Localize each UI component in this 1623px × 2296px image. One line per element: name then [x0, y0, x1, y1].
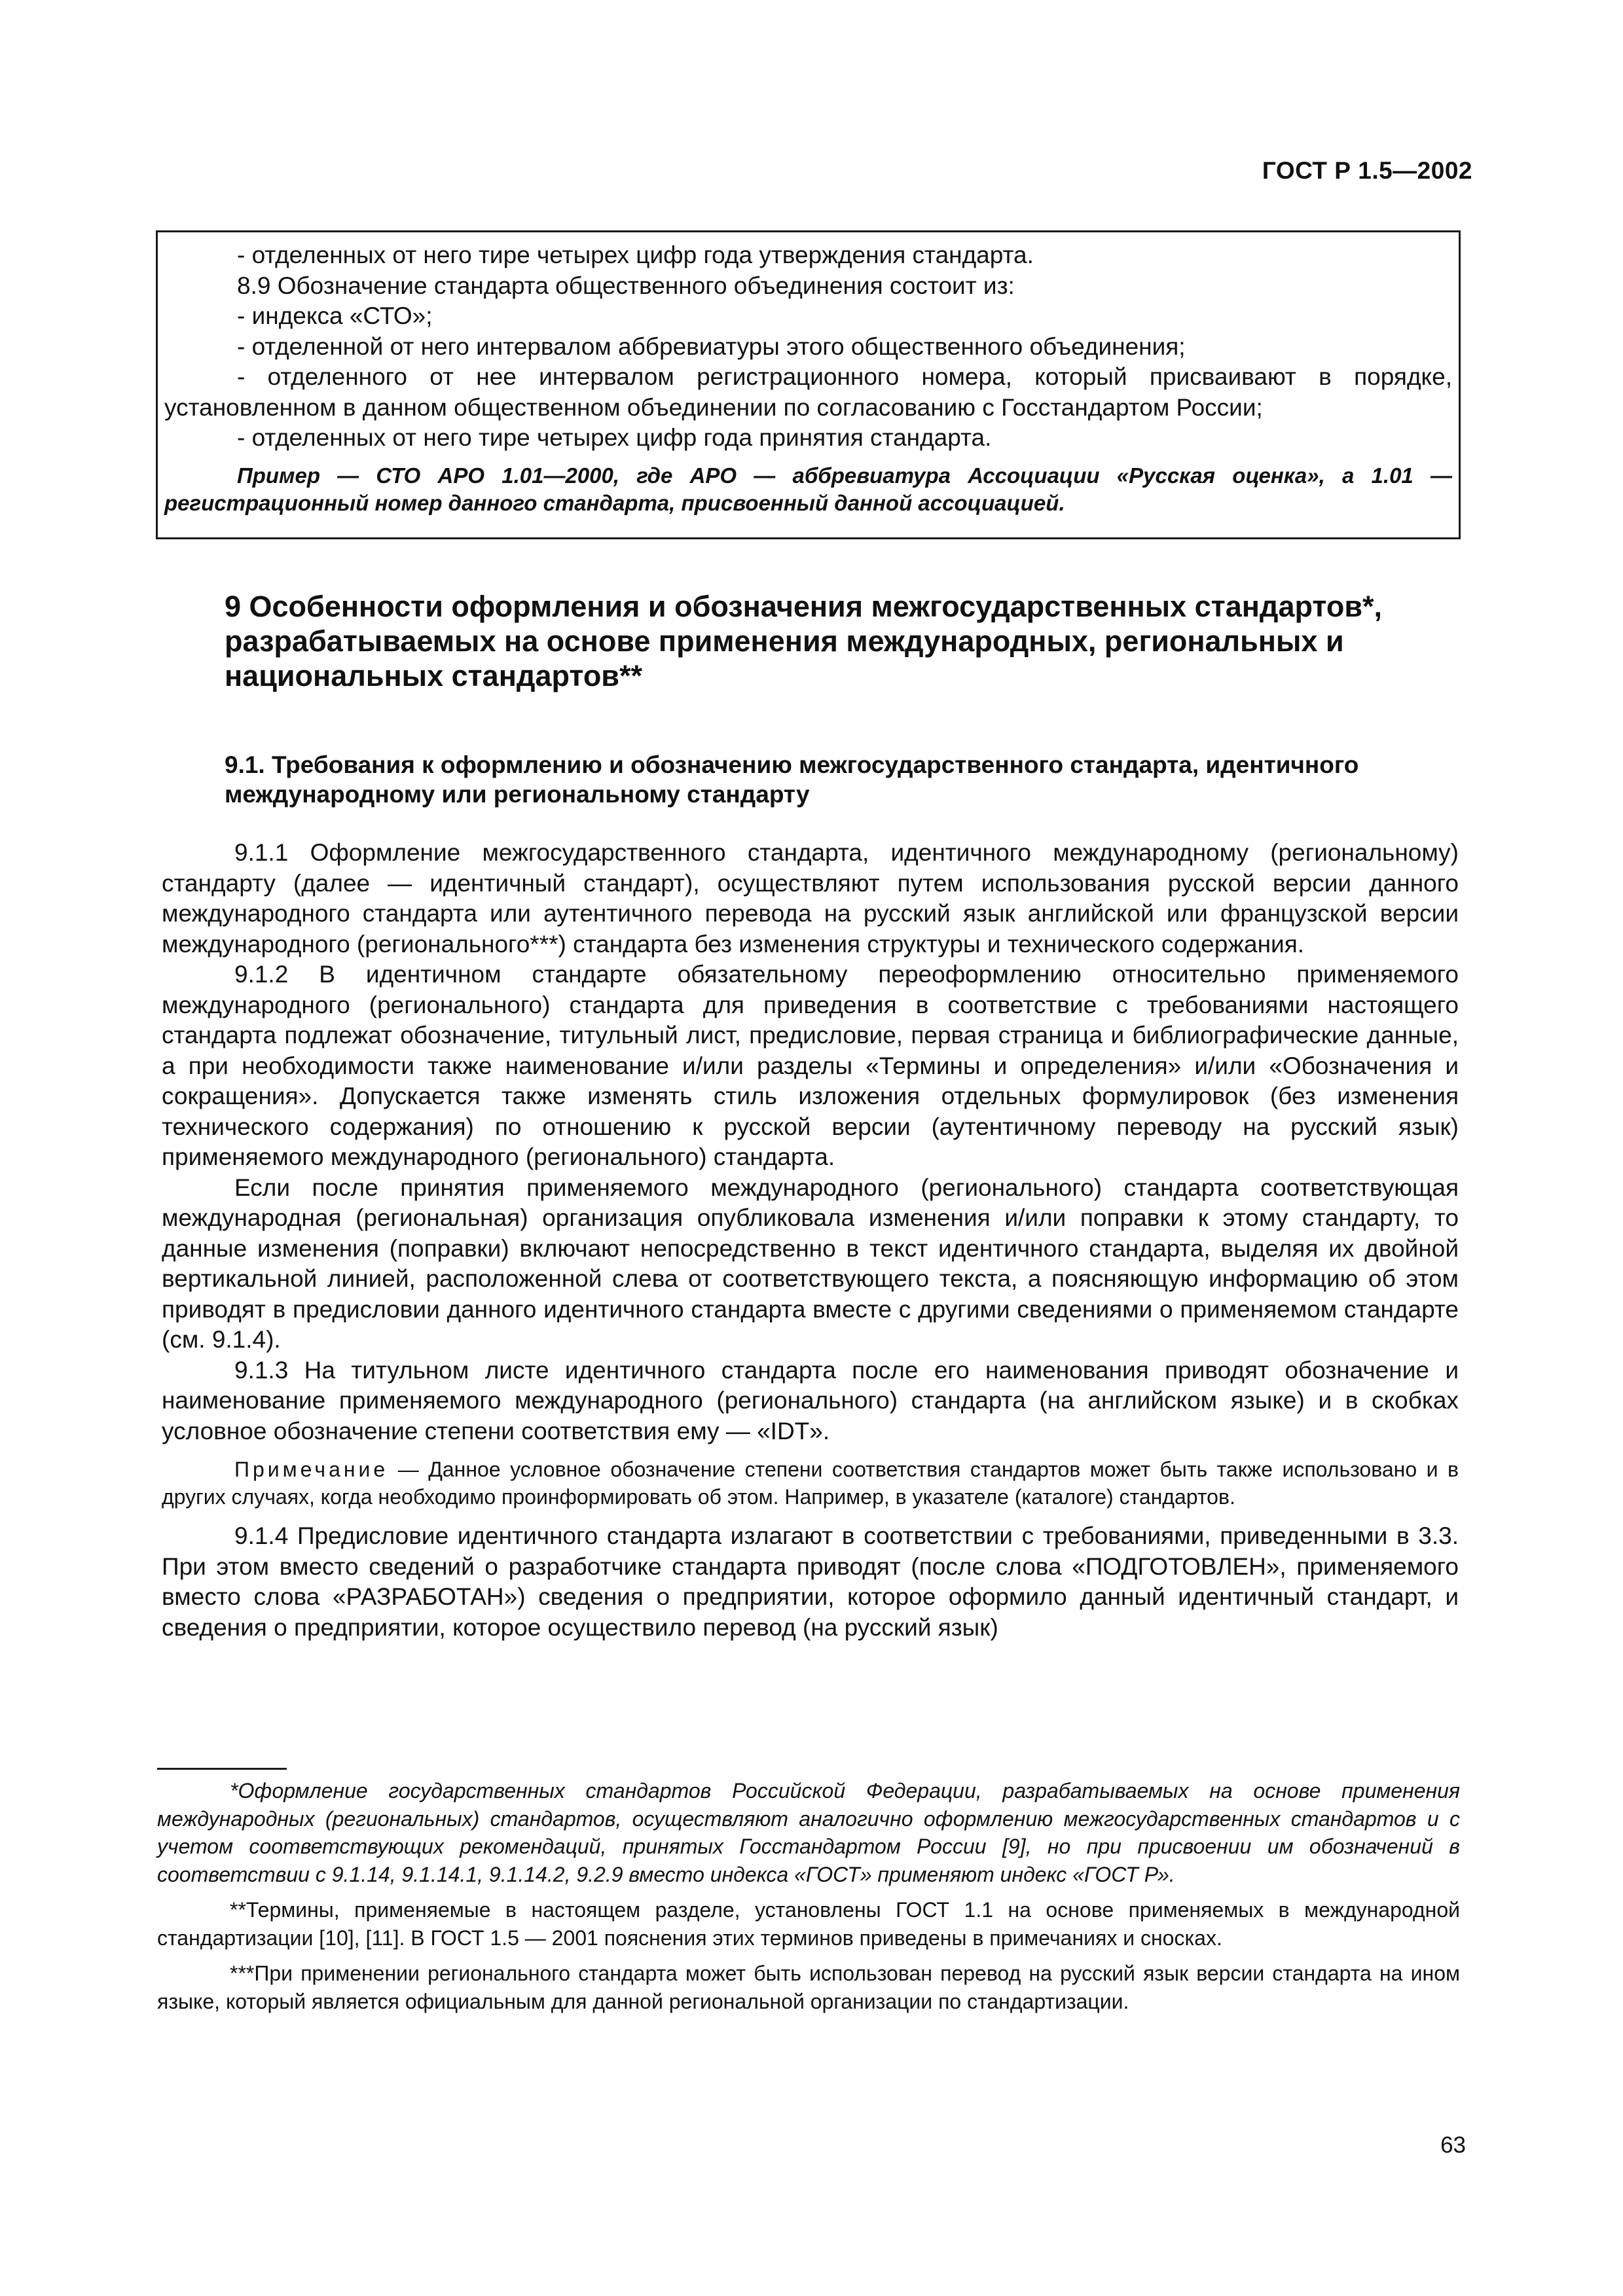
- paragraph: 9.1.3 На титульном листе идентичного стандарта после его наименования приводят обозначение и наименование применяемого международного (регионального) стандарта (на английском языке) и в скобках условное обозначение степени соответствия ему — «IDT».: [162, 1356, 1459, 1444]
- box-line: - отделенной от него интервалом аббревиатуры этого общественного объединения;: [237, 332, 1186, 360]
- body-text: [162, 838, 1459, 1643]
- footnote-divider: [157, 1768, 287, 1770]
- box-line: 8.9 Обозначение стандарта общественного объединения состоит из:: [237, 272, 1015, 299]
- footnotes: [157, 1777, 1460, 2023]
- example-text: Пример — СТО АРО 1.01—2000, где АРО — аббревиатура Ассоциации «Русская оценка», а 1.01 — регистрационный номер данного стандарта, присвоенный данной ассоциацией.: [164, 463, 1452, 515]
- footnote: *Оформление государственных стандартов Российской Федерации, разрабатываемых на основе применения международных (региональных) стандартов, осуществляют аналогично оформлению межгосударственных стандартов и с учетом соответствующих рекомендаций, принятых Госстандартом России [9], но при присвоении им обозначений в соответствии с 9.1.14, 9.1.14.1, 9.1.14.2, 9.2.9 вместо индекса «ГОСТ» применяют индекс «ГОСТ Р».: [157, 1779, 1460, 1886]
- subsection-heading: 9.1. Требования к оформлению и обозначению межгосударственного стандарта, идентичного международному или региональному стандарту: [225, 751, 1359, 808]
- paragraph: 9.1.2 В идентичном стандарте обязательному переоформлению относительно применяемого международного (регионального) стандарта для приведения в соответствие с требованиями настоящего стандарта подлежат обозначение, титульный лист, предисловие, первая страница и библиографические данные, а при необходимости также наименование и/или разделы «Термины и определения» и/или «Обозначения и сокращения». Допускается также изменять стиль изложения отдельных формулировок (без изменения технического содержания) по отношению к русской версии (аутентичному переводу на русский язык) применяемого международного (регионального) стандарта.: [162, 961, 1459, 1170]
- paragraph: Если после принятия применяемого международного (регионального) стандарта соответствующая международная (региональная) организация опубликовала изменения и/или поправки к этому стандарту, то данные изменения (поправки) включают непосредственно в текст идентичного стандарта, выделяя их двойной вертикальной линией, расположенной слева от соответствующего текста, а поясняющую информацию об этом приводят в предисловии данного идентичного стандарта вместе с другими сведениями о применяемом стандарте (см. 9.1.4).: [162, 1174, 1459, 1353]
- paragraph: 9.1.4 Предисловие идентичного стандарта излагают в соответствии с требованиями, приведенными в 3.3. При этом вместо сведений о разработчике стандарта приводят (после слова «ПОДГОТОВЛЕН», применяемого вместо слова «РАЗРАБОТАН») сведения о предприятии, которое оформило данный идентичный стандарт, и сведения о предприятии, которое осуществило перевод (на русский язык): [162, 1522, 1459, 1641]
- section-heading: 9 Особенности оформления и обозначения межгосударственных стандартов*, разрабатываемых на основе применения международных, региональных и национальных стандартов**: [225, 590, 1383, 692]
- box-line: - отделенного от нее интервалом регистрационного номера, который присваивают в порядке, установленном в данном общественном объединении по согласованию с Госстандартом России;: [164, 363, 1452, 421]
- document-code-header: ГОСТ Р 1.5—2002: [1262, 157, 1472, 184]
- box-line: - отделенных от него тире четырех цифр года принятия стандарта.: [237, 424, 992, 451]
- footnote: ***При применении регионального стандарта может быть использован перевод на русский язык версии стандарта на ином языке, который является официальным для данной региональной организации по стандартизации.: [157, 1962, 1460, 2013]
- note: [162, 1456, 1459, 1511]
- footnote: **Термины, применяемые в настоящем разделе, установлены ГОСТ 1.1 на основе применяемых в международной стандартизации [10], [11]. В ГОСТ 1.5 — 2001 пояснения этих терминов приведены в примечаниях и сносках.: [157, 1898, 1460, 1950]
- boxed-text-block: [156, 230, 1461, 539]
- box-line: - отделенных от него тире четырех цифр года утверждения стандарта.: [237, 242, 1034, 268]
- box-line: - индекса «СТО»;: [237, 302, 433, 329]
- page-number: 63: [1440, 2132, 1466, 2158]
- note-label: Примечание: [234, 1458, 389, 1481]
- paragraph: 9.1.1 Оформление межгосударственного стандарта, идентичного международному (региональному) стандарту (далее — идентичный стандарт), осуществляют путем использования русской версии данного международного стандарта или аутентичного перевода на русский язык английской или французской версии международного (регионального***) стандарта без изменения структуры и технического содержания.: [162, 839, 1459, 958]
- note-text: — Данное условное обозначение степени соответствия стандартов может быть также использовано и в других случаях, когда необходимо проинформировать об этом. Например, в указателе (каталоге) стандартов.: [162, 1458, 1459, 1509]
